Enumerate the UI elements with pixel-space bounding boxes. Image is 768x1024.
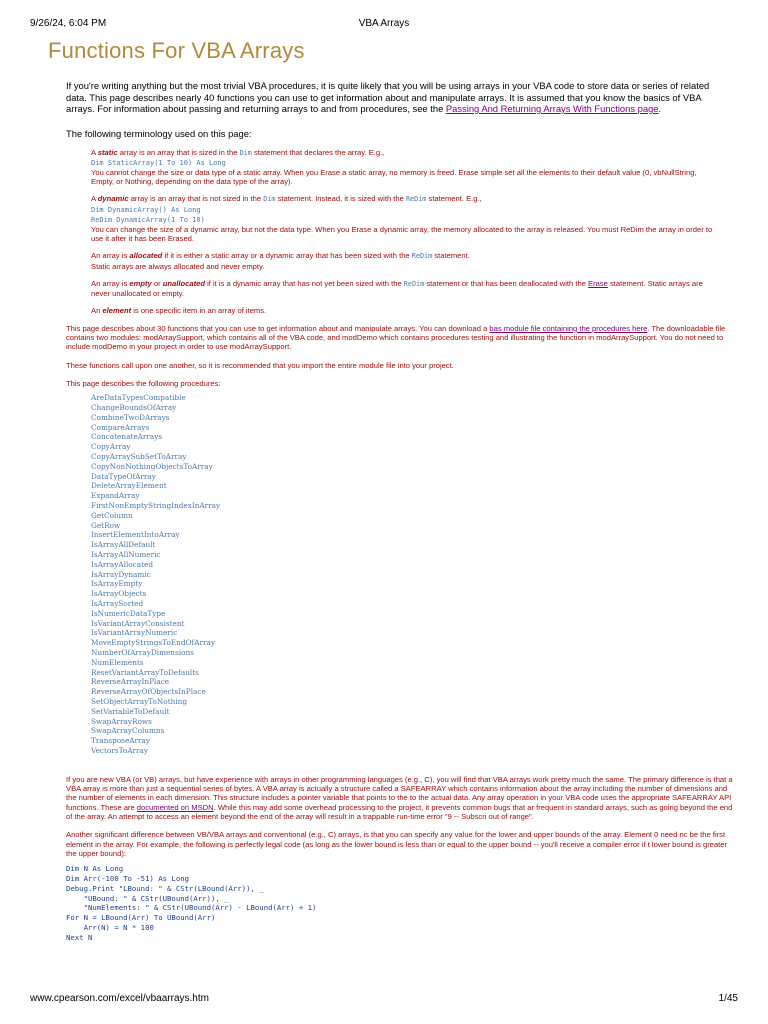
procedure-item: DeleteArrayElement xyxy=(91,481,167,491)
procedure-item: IsArrayObjects xyxy=(91,589,147,599)
terminology-heading: The following terminology used on this page: xyxy=(66,127,252,139)
bounds-paragraph: Another significant difference between VB/VBA arrays and conventional (e.g., C) arrays, is that you can specify any value for the lower and upper bounds of the array. Element 0 need nc be the first element in the array. For example, the following is perfectly legal code (as long as the lower bound is less than or equal to the upper bound -- you'll receive a compiler error if t lower bound is greater the upper bound): xyxy=(66,830,728,858)
code-line: For N = LBound(Arr) To UBound(Arr) xyxy=(66,913,216,923)
msdn-link[interactable]: documented on MSDN xyxy=(136,802,214,812)
procedure-item: IsNumericDataType xyxy=(91,608,166,618)
procedure-item: IsArraySorted xyxy=(91,598,144,608)
procedure-item: NumberOfArrayDimensions xyxy=(91,647,194,657)
safearray-paragraph: If you are new VBA (or VB) arrays, but have experience with arrays in other programming languages (e.g., C), you will find that VBA arrays work pretty much the same. The primary difference is that a VBA array is more than just a sequential series of bytes. A VBA array is actually a structure called a SAFEARRAY which contains information about the array including the number of dimensions and the number of elements in each dimension. This structure includes a pointer variable that points to the to the actual data. Any array operation in your VBA code uses the appropriate SAFEARRAY API functions. These are documented on MSDN. While this may add some overhead processing to the project, it prevents common bugs that ar frequent in standard arrays, such as going beyond the end of the array. An attempt to access an element beyond the end of the array will result in a trappable run-time error "9 -- Subscri out of range". xyxy=(66,774,733,821)
procedures-heading: This page describes the following procedures: xyxy=(66,378,221,388)
static-definition: A static array is an array that is sized in the Dim statement that declares the array. E.g., Dim StaticArray(1 To 10) As Long You cannot change the size or data type of a static array. When you Erase a static array, no memory is freed. Erase simple set all the elements to their default value (0, vbNullString, Empty, or Nothing, depending on the data type of the array). xyxy=(91,147,697,187)
procedure-item: CopyNonNothingObjectsToArray xyxy=(91,461,213,471)
procedure-item: FirstNonEmptyStringIndexInArray xyxy=(91,501,221,511)
procedure-item: CompareArrays xyxy=(91,422,150,432)
procedure-item: MoveEmptyStringsToEndOfArray xyxy=(91,638,215,648)
procedure-list xyxy=(91,393,736,755)
procedure-item: VectorsToArray xyxy=(91,745,148,755)
print-date: 9/26/24, 6:04 PM xyxy=(30,18,107,29)
element-definition: An element is one specific item in an array of items. xyxy=(91,306,267,316)
procedure-item: ConcatenateArrays xyxy=(91,432,163,442)
article-body xyxy=(66,80,736,980)
code-sample: ReDim DynamicArray(1 To 10) xyxy=(91,215,205,224)
procedure-item: CombineTwoDArrays xyxy=(91,412,170,422)
procedure-item: SwapArrayColumns xyxy=(91,726,165,736)
procedure-item: IsArrayAllNumeric xyxy=(91,550,161,559)
procedure-item: IsArrayEmpty xyxy=(91,579,143,589)
procedure-item: AreDataTypesCompatible xyxy=(91,393,186,403)
procedure-item: ReverseArrayInPlace xyxy=(91,677,170,687)
empty-definition: An array is empty or unallocated if it is a dynamic array that has not yet been sized with the ReDim statement or that has been deallocated with the Erase statement. Static arrays are never unallocated or empty. xyxy=(91,278,703,299)
procedure-item: ReverseArrayOfObjectsInPlace xyxy=(91,687,206,697)
code-line: Dim Arr(-100 To -51) As Long xyxy=(66,873,190,883)
procedure-item: ChangeBoundsOfArray xyxy=(91,403,177,413)
page-url: www.cpearson.com/excel/vbaarrays.htm xyxy=(30,993,209,1004)
passing-arrays-link[interactable]: Passing And Returning Arrays With Functions page xyxy=(445,103,659,114)
procedure-item: CopyArraySubSetToArray xyxy=(91,452,187,462)
import-paragraph: These functions call upon one another, so it is recommended that you import the entire module file into your project. xyxy=(66,360,454,370)
code-line: "UBound: " & CStr(UBound(Arr)), _ xyxy=(66,893,229,903)
procedure-item: IsVariantArrayNumeric xyxy=(91,628,178,638)
page-title: Functions For VBA Arrays xyxy=(48,38,305,63)
procedure-item: IsArrayDynamic xyxy=(91,569,151,579)
print-doc-title: VBA Arrays xyxy=(358,18,410,29)
procedure-item: IsArrayAllocated xyxy=(91,559,154,569)
code-line: "NumElements: " & CStr(UBound(Arr) - LBound(Arr) + 1) xyxy=(66,903,317,913)
code-sample: Dim DynamicArray() As Long xyxy=(91,205,201,214)
procedure-item: IsVariantArrayConsistent xyxy=(91,618,185,628)
download-paragraph: This page describes about 30 functions that you can use to get information about and manipulate arrays. You can download a bas module file containing the procedures here. The downloadable file contains two modules: modArraySupport, which contains all of the VBA code, and modDemo which contains procedures testing and illustrating the function in modArraySupport. You do not need to include modDemo in your project in order to use modArraySupport. xyxy=(66,323,726,352)
procedure-item: SwapArrayRows xyxy=(91,716,152,726)
procedure-item: ExpandArray xyxy=(91,491,140,501)
procedure-item: NumElements xyxy=(91,657,144,667)
procedure-item: GetRow xyxy=(91,520,121,530)
code-line: Dim N As Long xyxy=(66,864,124,874)
allocated-definition: An array is allocated if it is either a static array or a dynamic array that has been sized with the ReDim statement. Static arrays are always allocated and never empty. xyxy=(91,251,470,271)
code-block xyxy=(66,864,736,942)
code-line: Next N xyxy=(66,932,93,942)
erase-link[interactable]: Erase xyxy=(588,278,608,288)
procedure-item: GetColumn xyxy=(91,510,133,520)
procedure-item: DataTypeOfArray xyxy=(91,471,156,481)
procedure-item: TransposeArray xyxy=(91,736,150,746)
intro-paragraph: If you're writing anything but the most trivial VBA procedures, it is quite likely that you will be using arrays in your VBA code to store data or series of related data. This page describes nearly 40 functions you can use to get information about and manipulate arrays. It is assumed that you know the basics of VBA arrays. For information about passing and returning arrays to and from procedures, see the Passing And Returning Arrays With Functions page. xyxy=(66,80,710,114)
page-number: 1/45 xyxy=(718,993,738,1004)
procedure-item: SetObjectArrayToNothing xyxy=(91,696,188,706)
terminology-list xyxy=(91,148,736,316)
procedure-item: ResetVariantArrayToDefaults xyxy=(91,667,199,677)
code-line: Arr(N) = N * 100 xyxy=(66,922,154,932)
code-sample: Dim StaticArray(1 To 10) As Long xyxy=(91,158,226,167)
dynamic-definition: A dynamic array is an array that is not sized in the Dim statement. Instead, it is sized with the ReDim statement. E.g., Dim DynamicArray() As Long ReDim DynamicArray(1 To 10) You can change the size of a dynamic array, but not the data type. When you Erase a dynamic array, the memory allocated to the array is released. You must ReDim the array in order to use it after it has been Erased. xyxy=(91,194,713,243)
procedure-item: CopyArray xyxy=(91,442,131,452)
download-bas-link[interactable]: bas module file containing the procedures here xyxy=(489,323,648,333)
procedure-item: SetVariableToDefault xyxy=(91,706,170,716)
procedure-item: IsArrayAllDefault xyxy=(91,540,156,550)
code-line: Debug.Print "LBound: " & CStr(LBound(Arr)), _ xyxy=(66,883,264,893)
procedure-item: InsertElementIntoArray xyxy=(91,530,180,540)
